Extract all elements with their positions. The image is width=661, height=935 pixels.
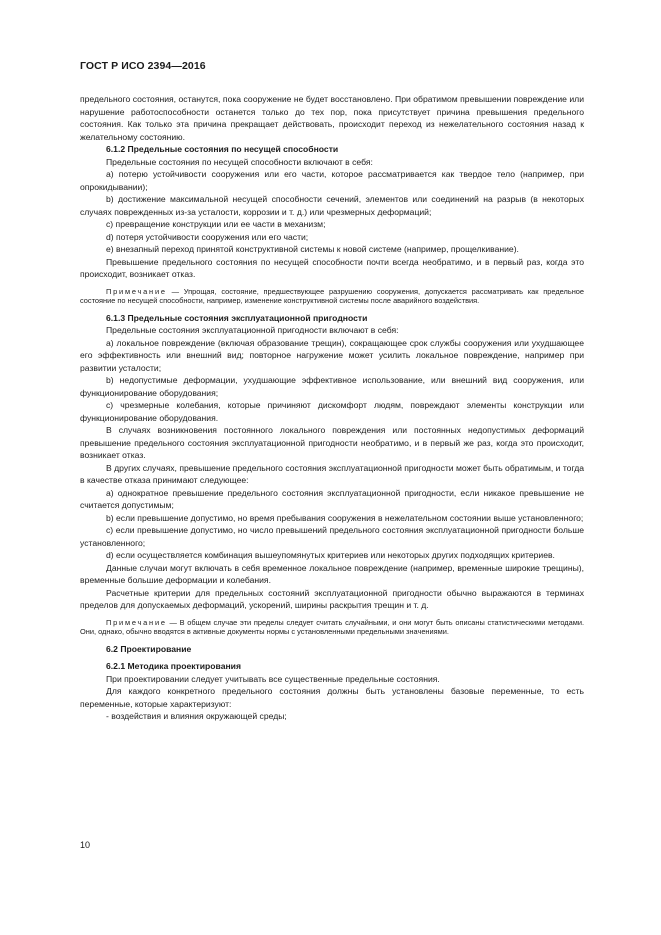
- page-number: 10: [80, 840, 91, 850]
- paragraph: В других случаях, превышение предельного состояния эксплуатационной пригодности может быть обратимым, и тогда в качестве отказа принимают следующее:: [80, 462, 584, 486]
- note-label: Примечание: [106, 286, 167, 296]
- paragraph: a) локальное повреждение (включая образование трещин), сокращающее срок службы сооружения или ухудшающее его эффективность или внешний вид; повторное нагружение может усилить локальное повреждение, например при развитии усталости;: [80, 337, 584, 373]
- paragraph: e) внезапный переход принятой конструктивной системы к новой системе (например, прощелкивание).: [106, 244, 519, 254]
- section-heading: 6.1.3 Предельные состояния эксплуатационной пригодности: [106, 312, 368, 323]
- section-heading: 6.2.1 Методика проектирования: [106, 661, 241, 672]
- note-text: — Упрощая, состояние, предшествующее разрушению сооружения, допускается рассматривать как предельное состояние по несущей способности, например, изменение конструктивной системы после аварийного воздействия.: [80, 286, 584, 306]
- note-text: — В общем случае эти пределы следует считать случайными, и они могут быть описаны статистическими методами. Они, однако, обычно вводятся в активные документы нормы с установленными предельными значениями.: [80, 617, 584, 637]
- paragraph: b) достижение максимальной несущей способности сечений, элементов или соединений на разрыв (в некоторых случаях поврежденных из-за усталости, коррозии и т. д.) или чрезмерных деформаций;: [80, 194, 584, 217]
- paragraph: b) недопустимые деформации, ухудшающие эффективное использование, или внешний вид сооружения, или функционирование оборудования;: [80, 375, 584, 398]
- note-paragraph: [80, 618, 584, 637]
- paragraph: b) если превышение допустимо, но время пребывания сооружения в нежелательном состоянии выше установленного;: [106, 512, 584, 523]
- document-body: [80, 93, 584, 723]
- paragraph: Расчетные критерии для предельных состояний эксплуатационной пригодности обычно выражаются в терминах пределов для допускаемых деформаций, ускорений, ширины раскрытия трещин и т. д.: [80, 587, 584, 611]
- note-paragraph: [80, 287, 584, 306]
- paragraph: c) чрезмерные колебания, которые причиняют дискомфорт людям, повреждают элементы конструкции или функционирование оборудования.: [80, 400, 584, 423]
- paragraph: При проектировании следует учитывать все существенные предельные состояния.: [106, 673, 440, 684]
- paragraph: - воздействия и влияния окружающей среды;: [106, 711, 287, 722]
- paragraph: В случаях возникновения постоянного локального повреждения или постоянных недопустимых деформаций превышение предельного состояния эксплуатационной пригодности необратимо, и в первый же раз, когда это происходит, возникает отказ.: [80, 425, 584, 461]
- paragraph: предельного состояния, останутся, пока сооружение не будет восстановлено. При обратимом превышении повреждение или нарушение работоспособности останется только до тех пор, пока присутствует причина превышения предельного состояния. Как только эта причина прекращает действовать, происходит переход из нежелательного состояния назад к желательному состоянию.: [80, 94, 584, 142]
- paragraph: c) если превышение допустимо, но число превышений предельного состояния эксплуатационной пригодности больше установленного;: [80, 525, 584, 548]
- document-header: ГОСТ Р ИСО 2394—2016: [80, 60, 206, 72]
- paragraph: Предельные состояния по несущей способности включают в себя:: [106, 156, 373, 167]
- paragraph: Данные случаи могут включать в себя временное локальное повреждение (например, временные широкие трещины), временные большие деформации и колебания.: [80, 562, 584, 586]
- paragraph: d) если осуществляется комбинация вышеупомянутых критериев или некоторых других подходящих критериев.: [106, 550, 555, 561]
- section-heading: 6.2 Проектирование: [106, 643, 192, 654]
- paragraph: Предельные состояния эксплуатационной пригодности включают в себя:: [106, 325, 399, 336]
- section-heading: 6.1.2 Предельные состояния по несущей способности: [106, 144, 339, 154]
- paragraph: a) однократное превышение предельного состояния эксплуатационной пригодности, если никакое превышение не считается допустимым;: [80, 487, 584, 511]
- paragraph: Для каждого конкретного предельного состояния должны быть установлены базовые переменные, то есть переменные, которые характеризуют:: [80, 686, 584, 709]
- paragraph: a) потерю устойчивости сооружения или его части, которое рассматривается как твердое тело (например, при опрокидывании);: [80, 169, 584, 192]
- paragraph: d) потеря устойчивости сооружения или его части;: [106, 231, 309, 242]
- paragraph: c) превращение конструкции или ее части в механизм;: [106, 219, 326, 229]
- paragraph: Превышение предельного состояния по несущей способности почти всегда необратимо, и в первый раз, когда это происходит, возникает отказ.: [80, 256, 584, 279]
- note-label: Примечание: [106, 617, 167, 627]
